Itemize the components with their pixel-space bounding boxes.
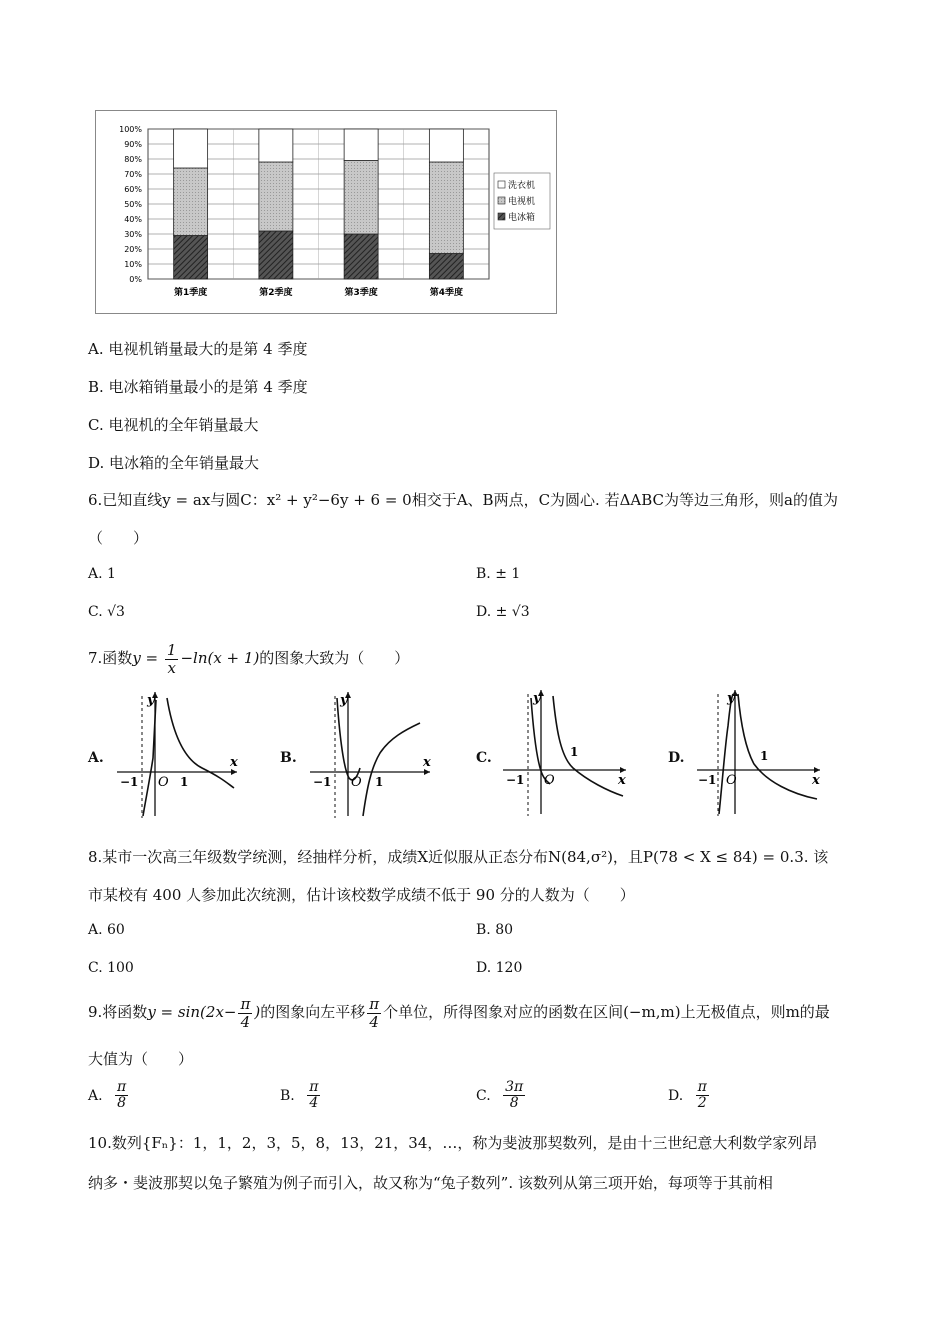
graph-c [498,686,633,818]
bar-segment [344,129,378,161]
q9-mid2: 个单位，所得图象对应的函数在区间(−m,m)上无极值点，则m的最 [383,1003,830,1021]
legend-label: 电视机 [508,197,536,207]
legend-swatch [498,181,505,188]
option-c: C. 电视机的全年销量最大 [88,416,259,434]
q9-a-den: 8 [117,1095,127,1112]
q7-suffix: 的图象大致为（ ） [259,649,410,667]
y-tick-label: 20% [124,245,142,254]
graph-d-y-label: y [727,691,735,706]
graph-d-origin: O [726,773,737,788]
bar-segment [429,254,463,280]
q9-func-close: ) [254,1003,261,1021]
q9-d-num: π [697,1079,707,1095]
graph-b-x-label: x [423,755,431,770]
bar-segment [174,236,208,280]
bar-segment [429,129,463,162]
graph-b-tick-pos: 1 [375,775,384,789]
graph-a-x-label: x [230,755,238,770]
q9-prefix: 9.将函数 [88,1003,148,1021]
graph-a-origin: O [158,775,169,790]
graph-d [692,686,827,818]
bar-segment [344,234,378,279]
graph-b [305,688,435,820]
graph-label-d: D. [668,750,685,766]
y-tick-label: 60% [124,185,142,194]
bar-segment [429,162,463,254]
q9-mid: 的图象向左平移 [260,1003,366,1021]
q9-frac-1-den: 4 [240,1012,251,1031]
q7-lhs: y = [132,649,159,667]
question-7-stem [88,642,409,676]
bar-segment [174,168,208,236]
question-6-stem: 6.已知直线y = ax与圆C：x² + y²−6y + 6 = 0相交于A、B两点，C为圆心. 若ΔABC为等边三角形，则a的值为 [88,491,838,509]
bar-segment [259,162,293,231]
q9-a-num: π [117,1079,127,1095]
q6-option-c: C. √3 [88,604,125,620]
graph-label-a: A. [88,750,104,766]
option-d: D. 电冰箱的全年销量最大 [88,454,260,472]
question-9-line-1 [88,996,830,1030]
q9-option-a-frac [115,1080,128,1112]
q9-frac-2 [367,996,381,1030]
x-tick-label: 第1季度 [173,288,208,298]
q6-option-d: D. ± √3 [476,604,530,620]
q9-option-c-label: C. [476,1087,491,1104]
q9-frac-1-num: π [240,995,251,1013]
legend-swatch [498,197,505,204]
chart-svg [96,111,556,313]
q9-b-den: 4 [309,1095,319,1112]
bar-segment [174,129,208,168]
q7-prefix: 7.函数 [88,649,133,667]
q9-frac-2-den: 4 [369,1012,379,1031]
q6-option-a: A. 1 [88,566,116,582]
q9-option-b-frac [307,1080,320,1112]
graph-a-tick-neg: −1 [120,775,139,789]
question-10-line-2: 纳多・斐波那契以兔子繁殖为例子而引入，故又称为“兔子数列”. 该数列从第三项开始，每项等于其前相 [88,1174,773,1192]
q9-frac-2-num: π [369,995,380,1013]
q7-rhs: −ln(x + 1) [180,649,260,667]
q9-option-a-label: A. [88,1087,103,1104]
bar-segment [259,231,293,279]
q9-func: y = sin(2x− [147,1003,237,1021]
graph-b-y-label: y [340,693,348,708]
graph-c-x-label: x [618,773,626,788]
bar-segment [344,161,378,235]
question-8-line-1: 8.某市一次高三年级数学统测，经抽样分析，成绩X近似服从正态分布N(84,σ²)，且P(78 < X ≤ 84) = 0.3. 该 [88,848,829,866]
y-tick-label: 40% [124,215,142,224]
legend-label: 洗衣机 [508,181,536,191]
y-tick-label: 100% [119,125,142,134]
q8-option-d: D. 120 [476,960,523,976]
q7-frac-num: 1 [166,641,177,659]
q9-option-c-frac [503,1080,525,1112]
graph-a-tick-pos: 1 [180,775,189,789]
q9-option-d-label: D. [668,1087,684,1104]
graph-label-c: C. [476,750,492,766]
y-tick-label: 80% [124,155,142,164]
q9-option-d [668,1080,711,1112]
q9-d-den: 2 [697,1095,707,1112]
graph-b-origin: O [351,775,362,790]
q6-option-b: B. ± 1 [476,566,521,582]
question-6-paren: （ ） [88,529,149,547]
bar-segment [259,129,293,162]
q9-c-num: 3π [505,1079,524,1095]
graph-c-tick-neg: −1 [506,773,525,787]
graph-a-y-label: y [147,693,155,708]
x-tick-label: 第4季度 [429,288,464,298]
y-tick-label: 50% [124,200,142,209]
q9-option-b-label: B. [280,1087,295,1104]
y-tick-label: 90% [124,140,142,149]
graph-b-tick-neg: −1 [313,775,332,789]
q9-c-den: 8 [509,1095,519,1112]
y-tick-label: 30% [124,230,142,239]
y-tick-label: 70% [124,170,142,179]
graph-d-tick-neg: −1 [698,773,717,787]
q9-option-c [476,1080,527,1112]
stacked-bar-chart [95,110,557,314]
q7-fraction [165,642,179,676]
question-8-line-2: 市某校有 400 人参加此次统测，估计该校数学成绩不低于 90 分的人数为（ ） [88,886,635,904]
q8-option-b: B. 80 [476,922,514,938]
q9-option-d-frac [696,1080,709,1112]
q9-option-b [280,1080,322,1112]
legend-swatch [498,213,505,220]
graph-d-tick-pos: 1 [760,749,769,763]
question-9-line-2: 大值为（ ） [88,1050,194,1068]
graph-label-b: B. [280,750,297,766]
q8-option-c: C. 100 [88,960,134,976]
legend-label: 电冰箱 [508,213,536,223]
option-a: A. 电视机销量最大的是第 4 季度 [88,340,308,358]
q9-frac-1 [238,996,252,1030]
graph-a [112,688,242,820]
x-tick-label: 第2季度 [259,288,293,298]
q9-option-a [88,1080,130,1112]
question-10-line-1: 10.数列{Fₙ}：1，1，2，3，5，8，13，21，34，…，称为斐波那契数列，是由十三世纪意大利数学家列昂 [88,1134,818,1152]
x-tick-label: 第3季度 [344,288,378,298]
y-tick-label: 10% [124,260,142,269]
graph-c-tick-pos: 1 [570,745,579,759]
option-b: B. 电冰箱销量最小的是第 4 季度 [88,378,308,396]
q8-option-a: A. 60 [88,922,125,938]
y-tick-label: 0% [129,275,142,284]
graph-c-y-label: y [533,691,541,706]
q7-frac-den: x [167,658,176,677]
graph-c-origin: O [544,773,555,788]
graph-d-x-label: x [812,773,820,788]
q9-b-num: π [309,1079,319,1095]
